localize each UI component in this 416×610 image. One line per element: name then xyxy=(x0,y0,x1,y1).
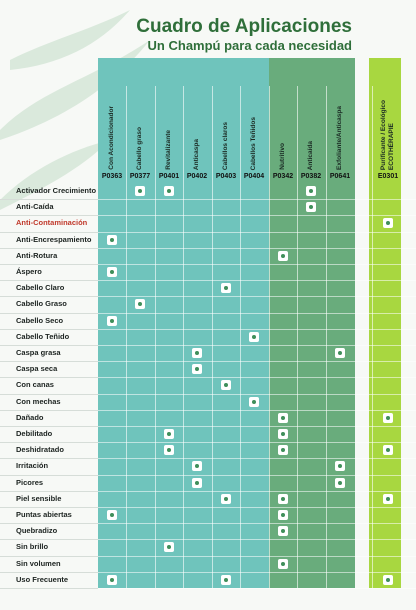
applicable-mark xyxy=(240,394,268,410)
applicable-mark xyxy=(98,507,126,523)
column-header xyxy=(126,86,154,170)
applicable-mark xyxy=(183,458,211,474)
column-header-label: Anticaspa xyxy=(193,138,200,170)
row-label: Cabello Claro xyxy=(16,283,65,293)
page-title: Cuadro de Aplicaciones xyxy=(136,16,352,37)
product-code: P0403 xyxy=(215,173,237,180)
applicable-mark xyxy=(155,183,183,199)
applicable-mark xyxy=(183,361,211,377)
row-label: Dañado xyxy=(16,412,44,422)
applicable-mark xyxy=(374,572,402,588)
column-header xyxy=(240,86,268,170)
column-header-label: Nutritivo xyxy=(279,143,286,170)
page-subtitle: Un Champú para cada necesidad xyxy=(147,38,352,53)
column-header-label: Anticaída xyxy=(307,140,314,170)
applicable-mark xyxy=(269,556,297,572)
row-divider xyxy=(0,264,98,265)
product-code: P0402 xyxy=(186,173,208,180)
applicable-mark xyxy=(269,491,297,507)
applicable-mark xyxy=(212,572,240,588)
product-code: P0401 xyxy=(158,173,180,180)
row-label: Irritación xyxy=(16,461,49,471)
column-header-label: Exfoliante/Anticaspa xyxy=(336,106,343,170)
column-header-label: Cabellos Teñidos xyxy=(250,116,257,170)
row-divider xyxy=(0,475,98,476)
applicable-mark xyxy=(98,232,126,248)
row-label: Anti-Caída xyxy=(16,202,54,212)
row-label: Debilitado xyxy=(16,429,53,438)
row-label: Con mechas xyxy=(16,396,61,406)
row-label: Sin volumen xyxy=(16,558,61,568)
applicable-mark xyxy=(374,442,402,458)
applicable-mark xyxy=(326,345,354,361)
row-divider xyxy=(0,458,98,459)
applicable-mark xyxy=(212,491,240,507)
row-divider xyxy=(0,588,98,589)
column-header xyxy=(374,86,402,170)
applicable-mark xyxy=(126,183,154,199)
product-code: P0363 xyxy=(101,173,123,180)
row-label: Caspa grasa xyxy=(16,348,61,357)
row-label: Caspa seca xyxy=(16,364,58,374)
row-label: Uso Frecuente xyxy=(16,574,69,584)
column-header-label: Cabello graso xyxy=(136,127,143,170)
applicable-mark xyxy=(269,248,297,264)
column-header-label: Revitalizante xyxy=(165,130,172,170)
header xyxy=(136,16,352,54)
row-label: Anti-Encrespamiento xyxy=(16,234,92,244)
product-code: P0382 xyxy=(300,173,322,180)
row-label: Cabello Seco xyxy=(16,315,64,325)
row-divider xyxy=(0,410,98,411)
applicable-mark xyxy=(212,280,240,296)
column-header xyxy=(326,86,354,170)
applicable-mark xyxy=(155,539,183,555)
row-label: Deshidratado xyxy=(16,445,64,455)
row-divider xyxy=(0,539,98,540)
row-label: Cabello Teñido xyxy=(16,331,70,341)
row-label: Puntas abiertas xyxy=(16,510,72,519)
product-code: P0641 xyxy=(329,173,351,180)
applicable-mark xyxy=(240,329,268,345)
applicable-mark xyxy=(155,426,183,442)
applicable-mark xyxy=(269,426,297,442)
column-divider xyxy=(372,86,373,588)
applicable-mark xyxy=(212,377,240,393)
row-label: Activador Crecimiento xyxy=(16,186,97,195)
row-label: Anti-Contaminación xyxy=(16,218,88,228)
applicable-mark xyxy=(183,475,211,491)
column-header-label: Cabellos claros xyxy=(222,121,229,170)
applicable-mark xyxy=(269,410,297,426)
applicable-mark xyxy=(126,296,154,312)
column-header xyxy=(269,86,297,170)
column-header-label: Con Acondicionador xyxy=(108,106,115,170)
column-header-label: Purificante / Ecológico ECOTHÉRAPIE xyxy=(380,99,395,170)
row-label: Sin brillo xyxy=(16,542,49,552)
applicable-mark xyxy=(374,410,402,426)
column-header xyxy=(297,86,325,170)
product-code: P0342 xyxy=(272,173,294,180)
row-label: Picores xyxy=(16,477,44,487)
row-label: Cabello Graso xyxy=(16,299,67,309)
row-label: Quebradizo xyxy=(16,526,58,536)
applicable-mark xyxy=(98,313,126,329)
row-label: Con canas xyxy=(16,380,54,390)
column-header xyxy=(155,86,183,170)
applicable-mark xyxy=(297,183,325,199)
applicable-mark xyxy=(269,507,297,523)
applicable-mark xyxy=(297,199,325,215)
applicable-mark xyxy=(98,572,126,588)
applicable-mark xyxy=(326,475,354,491)
row-label: Áspero xyxy=(16,267,42,276)
applicable-mark xyxy=(98,264,126,280)
product-code: P0377 xyxy=(129,173,151,180)
applicable-mark xyxy=(269,523,297,539)
column-header xyxy=(212,86,240,170)
row-label: Piel sensible xyxy=(16,493,62,503)
column-header xyxy=(183,86,211,170)
product-code: P0404 xyxy=(243,173,265,180)
applicable-mark xyxy=(374,491,402,507)
product-code: E0301 xyxy=(377,173,399,180)
applicable-mark xyxy=(326,458,354,474)
applicable-mark xyxy=(374,215,402,231)
applicable-mark xyxy=(183,345,211,361)
column-header xyxy=(98,86,126,170)
row-label: Anti-Rotura xyxy=(16,250,58,260)
applicable-mark xyxy=(155,442,183,458)
applicable-mark xyxy=(269,442,297,458)
